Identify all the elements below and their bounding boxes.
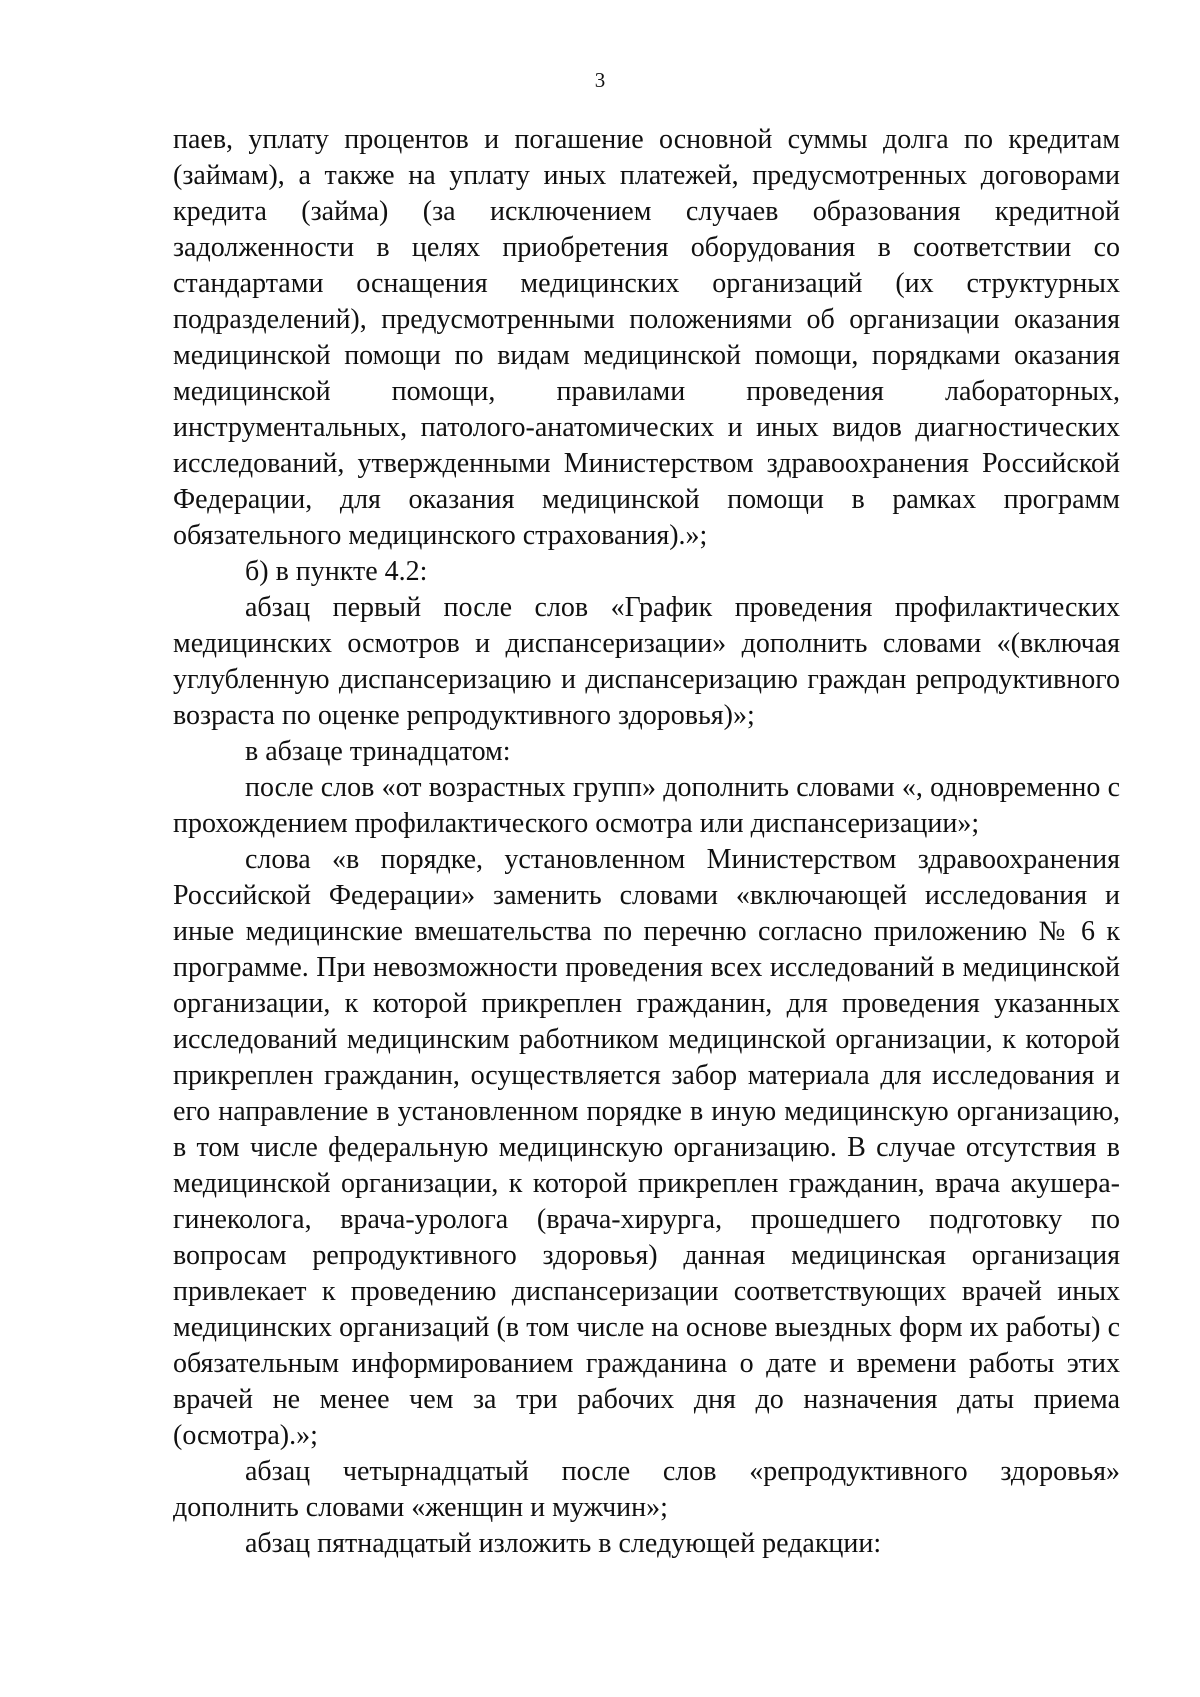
paragraph-age-groups: после слов «от возрастных групп» дополнить словами «, одновременно с прохождением профилактического осмотра или диспансеризации»; [173,772,1120,839]
paragraph-first-abzac: абзац первый после слов «График проведения профилактических медицинских осмотров и диспансеризации» дополнить словами «(включая углубленную диспансеризацию и диспансеризацию граждан репродуктивного возраста по оценке репродуктивного здоровья)»; [173,592,1120,731]
paragraph-replace-words: слова «в порядке, установленном Министерством здравоохранения Российской Федерации» заменить словами «включающей исследования и иные медицинские вмешательства по перечню согласно приложению № 6 к программе. При невозможности проведения всех исследований в медицинской организации, к которой прикреплен гражданин, для проведения указанных исследований медицинским работником медицинской организации, к которой прикреплен гражданин, осуществляется забор материала для исследования и его направление в установленном порядке в иную медицинскую организацию, в том числе федеральную медицинскую организацию. В случае отсутствия в медицинской организации, к которой прикреплен гражданин, врача акушера-гинеколога, врача-уролога (врача-хирурга, прошедшего подготовку по вопросам репродуктивного здоровья) данная медицинская организация привлекает к проведению диспансеризации соответствующих врачей иных медицинских организаций (в том числе на основе выездных форм их работы) с обязательным информированием гражданина о дате и времени работы этих врачей не менее чем за три рабочих дня до назначения даты приема (осмотра).»; [173,844,1120,1451]
document-body [173,122,1120,1562]
page-number: 3 [594,68,606,92]
paragraph-thirteenth-abzac: в абзаце тринадцатом: [245,736,511,767]
paragraph-continuation: паев, уплату процентов и погашение основной суммы долга по кредитам (займам), а также на уплату иных платежей, предусмотренных договорами кредита (займа) (за исключением случаев образования кредитной задолженности в целях приобретения оборудования в соответствии со стандартами оснащения медицинских организаций (их структурных подразделений), предусмотренными положениями об организации оказания медицинской помощи по видам медицинской помощи, порядками оказания медицинской помощи, правилами проведения лабораторных, инструментальных, патолого-анатомических и иных видов диагностических исследований, утвержденными Министерством здравоохранения Российской Федерации, для оказания медицинской помощи в рамках программ обязательного медицинского страхования).»; [173,124,1120,551]
paragraph-fifteenth-abzac: абзац пятнадцатый изложить в следующей редакции: [245,1528,882,1559]
paragraph-fourteenth-abzac: абзац четырнадцатый после слов «репродуктивного здоровья» дополнить словами «женщин и мужчин»; [173,1456,1120,1523]
paragraph-subitem-b: б) в пункте 4.2: [245,556,428,587]
